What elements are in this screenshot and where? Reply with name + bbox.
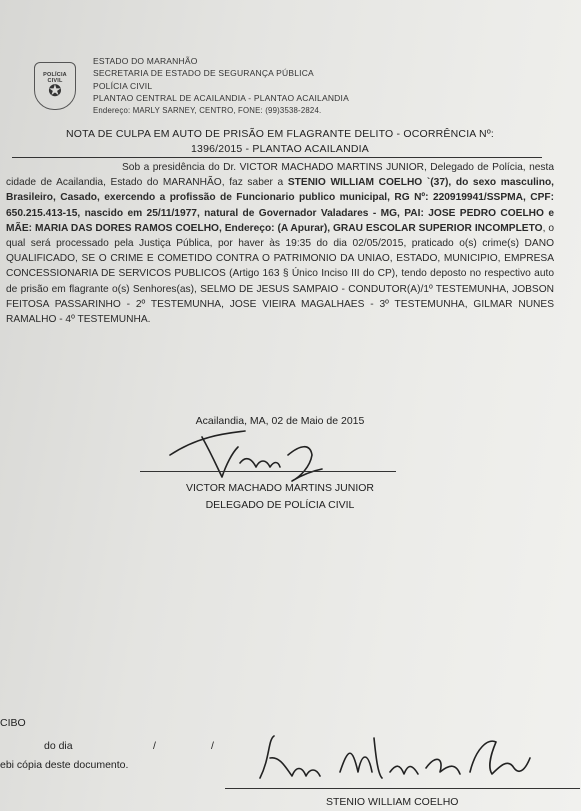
document-title-line1: NOTA DE CULPA EM AUTO DE PRISÃO EM FLAGRANTE DELITO - OCORRÊNCIA Nº: [66,128,494,140]
receipt-copy-text: ebi cópia deste documento. [0,759,129,771]
document-title-line2: 1396/2015 - PLANTAO ACAILANDIA [191,143,369,155]
place-date: Acailandia, MA, 02 de Maio de 2015 [195,415,365,427]
police-seal [34,62,76,110]
header-secretariat: SECRETARIA DE ESTADO DE SEGURANÇA PÚBLICA [93,68,314,78]
date-slash-2: / [211,740,214,752]
signature-line [140,471,396,472]
receipt-date-label: do dia [44,740,73,752]
seal-label: POLÍCIA CIVIL [43,72,67,84]
body-charges-text: , o qual será processado pela Justiça Pública, por haver às 19:35 do dia 02/05/2015, praticado o(s) crime(s) DANO QUALIFICADO, SE O CRIME E COMETIDO CONTRA O PATRIMONIO DA UNIAO, ESTADO, MUNICIPIO, EMPRESA CONCESSIONARIA DE SERVICOS PUBLICOS (Artigo 163 § Único Inciso III do CP), tendo deposto no respectivo auto de prisão em flagrante o(s) Senhores(as), SELMO DE JESUS SAMPAIO - CONDUTOR(A)/1º TESTEMUNHA, JOBSON FEITOSA PASSARINHO - 2º TESTEMUNHA, JOSE VIEIRA MAGALHAES - 3º TESTEMUNHA, GILMAR NUNES RAMALHO - 4º TESTEMUNHA. [6,222,554,326]
receipt-signature-line [225,788,580,789]
header-unit: PLANTAO CENTRAL DE ACAILANDIA - PLANTAO ACAILANDIA [93,93,349,103]
body-accused-details: STENIO WILLIAM COELHO `(37), do sexo masculino, Brasileiro, Casado, exercendo a profissão de Funcionario publico municipal, RG Nº: 220919941/SSPMA, CPF: 650.215.413-15, nascido em 25/11/1977, natural de Governador Valadares - MG, PAI: JOSE PEDRO COELHO e MÃE: MARIA DAS DORES RAMOS COELHO, Endereço: (A Apurar), GRAU ESCOLAR SUPERIOR INCOMPLETO [6,177,554,234]
header-police: POLÍCIA CIVIL [93,81,153,91]
title-underline [12,157,542,158]
body-intro-text: Sob a presidência do Dr. VICTOR MACHADO MARTINS JUNIOR, Delegado de Polícia, nesta cidade de Acailandia, Estado do MARANHÃO, faz saber a [6,162,554,189]
header-state: ESTADO DO MARANHÃO [93,56,198,66]
header-address: Endereço: MARLY SARNEY, CENTRO, FONE: (99)3538-2824. [93,106,322,115]
delegate-name: VICTOR MACHADO MARTINS JUNIOR [185,482,375,494]
recipient-signature [240,728,560,792]
receipt-signer-name: STENIO WILLIAM COELHO [326,796,459,808]
badge-icon: ✪ [48,83,62,100]
delegate-role: DELEGADO DE POLÍCIA CIVIL [205,499,355,511]
delegate-signature [160,425,340,485]
date-slash-1: / [153,740,156,752]
body-paragraph [6,160,554,327]
receipt-label: CIBO [0,717,26,729]
